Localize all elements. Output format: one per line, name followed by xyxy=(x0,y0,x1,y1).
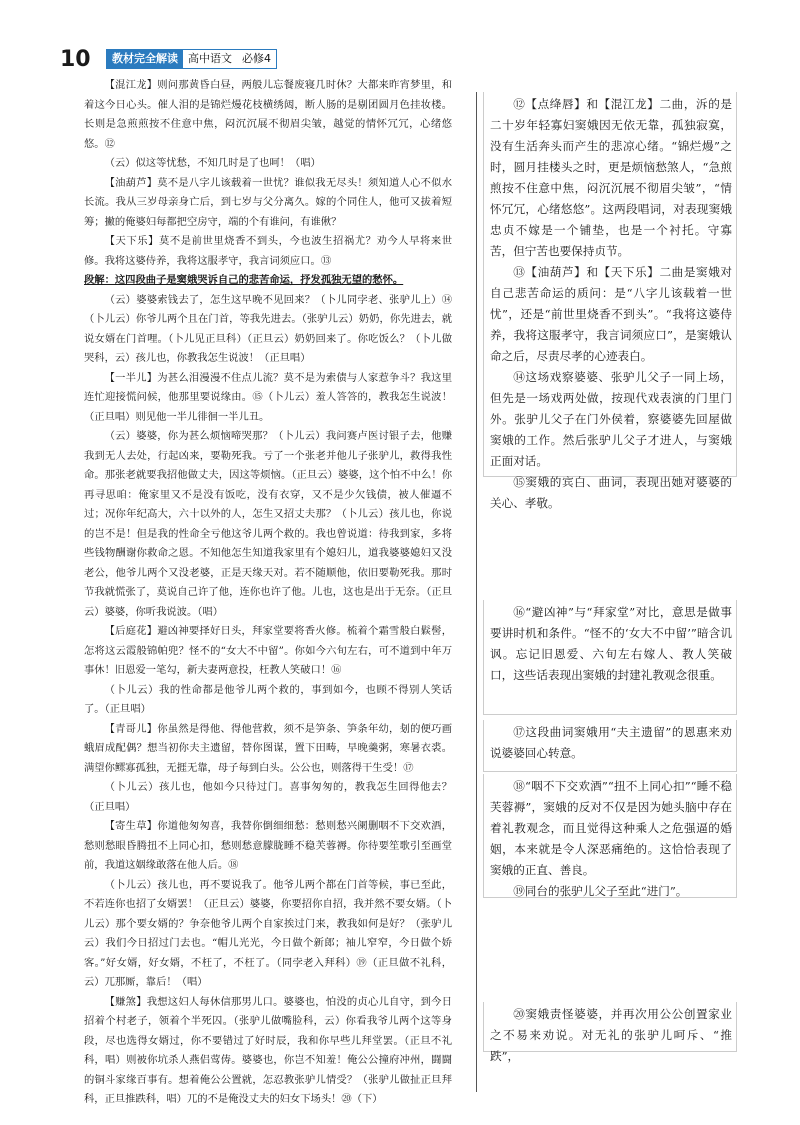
note-marker: ⑳ xyxy=(513,1007,526,1021)
note-item xyxy=(490,94,732,262)
note-item xyxy=(490,262,732,367)
note-marker: ⑬ xyxy=(513,265,526,279)
text-paragraph: （云）婆婆，你为甚么烦恼啼哭那？（卜儿云）我问赛卢医讨银子去，他赚我到无人去处，行起凶来，要勒死我。亏了一个张老并他儿子张驴儿，救得我性命。那张老就要我招他做丈夫，因这等烦恼。（正旦云）婆婆，这个怕不中么！你再寻思咱：俺家里又不是没有饭吃，没有衣穿，又不是少欠钱债，被人催逼不过；况你年纪高大，六十以外的人，怎生又招丈夫那？（卜儿云）孩儿也，你说的岂不是！但是我的性命全亏他这爷儿两个救的。我也曾说道：待我到家，多将些钱物酬谢你救命之恩。不知他怎生知道我家里有个媳妇儿，道我婆婆媳妇又没老公，他爷儿两个又没老婆，正是天缘天对。若不随顺他，依旧要勒死我。那时节我就慌张了，莫说自己许了他，连你也许了他。儿也，这也是出于无奈。（正旦云）婆婆，你听我说波。（唱） xyxy=(84,430,452,618)
text-paragraph: （卜儿云）我的性命都是他爷儿两个救的，事到如今，也顾不得别人笑话了。（正旦唱） xyxy=(84,683,452,715)
course-label: 高中语文 xyxy=(188,52,232,65)
note-box xyxy=(483,720,737,772)
note-marker: ⑱ xyxy=(513,779,525,793)
text-paragraph: 【寄生草】你道他匆匆喜，我替你倒细细愁：愁则愁兴阑删咽不下交欢酒，愁则愁眼昏腾扭不上同心扣，愁则愁意朦胧睡不稳芙蓉褥。你待要笙歌引至画堂前，我道这姻缘敢落在他人后。⑱ xyxy=(84,820,452,871)
note-item xyxy=(490,602,732,686)
note-marker: ⑰ xyxy=(513,725,526,739)
text-paragraph: （云）婆婆索钱去了，怎生这早晚不见回来？（卜儿同孛老、张驴儿上）⑭（卜儿云）你爷儿两个且在门首，等我先进去。（张驴儿云）奶奶，你先进去，就说女婿在门首哩。（卜儿见正旦科）（正旦云）奶奶回来了。你吃饭么？（卜儿做哭科，云）孩儿也，你教我怎生说波！（正旦唱） xyxy=(84,293,452,364)
note-box xyxy=(483,1002,737,1063)
text-paragraph: 【一半儿】为甚么泪漫漫不住点儿流？莫不是为索债与人家惹争斗？我这里连忙迎接慌问候，他那里要说缘由。⑮（卜儿云）羞人答答的，教我怎生说波！（正旦唱）则见他一半儿徘徊一半儿丑。 xyxy=(84,371,452,423)
main-text-column xyxy=(84,76,452,1116)
note-marker: ⑫ xyxy=(513,97,526,111)
note-text: 这场戏察婆婆、张驴儿父子一同上场，但先是一场戏两处做，按现代戏表演的门里门外。张驴儿父子在门外侯着，察婆婆先回屋做窦娥的工作。然后张驴儿父子才进人，与窦娥正面对话。 xyxy=(490,370,732,468)
text-paragraph: 【后庭花】避凶神要择好日头，拜家堂要将香火修。梳着个霜雪般白鬏髻，怎将这云霞般锦帕兜？怪不的“女大不中留”。你如今六旬左右，可不道到中年万事休！旧恩爱一笔勾，新夫妻两意投，枉教人笑破口！⑯ xyxy=(84,625,452,676)
text-paragraph: 【混江龙】则问那黄昏白昼，两般儿忘餐废寝几时休？大都来昨宵梦里，和着这今日心头。催人泪的是锦烂熳花枝横绣闼，断人肠的是剔团圆月色挂妆楼。长则是急煎煎按不住意中焦，闷沉沉展不彻眉尖皱，越觉的情怀冗冗，心绪悠悠。⑫ xyxy=(84,79,452,150)
note-marker: ⑲ xyxy=(513,884,525,898)
page-header xyxy=(60,48,277,70)
note-marker: ⑯ xyxy=(513,605,526,619)
section-analysis: 段解：这四段曲子是窦娥哭诉自己的悲苦命运，抒发孤独无望的愁怀。 xyxy=(84,274,404,286)
note-box xyxy=(483,92,737,510)
text-paragraph: （卜儿云）孩儿也，他如今只待过门。喜事匆匆的，教我怎生回得他去？（正旦唱） xyxy=(84,781,452,813)
volume-label: 必修4 xyxy=(242,52,271,65)
text-paragraph: 【青哥儿】你虽然是得他、得他营救，须不是笋条、笋条年幼，刬的便巧画蛾眉成配偶？想当初你夫主遗留，替你图谋，置下田畴，早晚羹粥，寒暑衣裘。满望你鳏寡孤独，无捱无靠，母子每到白头。公公也，则落得干生受！⑰ xyxy=(84,722,452,774)
book-tag xyxy=(106,49,277,69)
note-item xyxy=(490,722,732,764)
note-item xyxy=(490,367,732,472)
note-item xyxy=(490,776,732,881)
text-paragraph: （卜儿云）孩儿也，再不要说我了。他爷儿两个都在门首等候，事已至此，不若连你也招了女婿罢！（正旦云）婆婆，你要招你自招，我并然不要女婿。（卜儿云）那个要女婿的？争奈他爷儿两个自家挨过门来，教我如何是好？（张驴儿云）我们今日招过门去也。“帽儿光光，今日做个新郎；袖儿窄窄，今日做个娇客。”好女婿，好女婿，不枉了，不枉了。（同孛老入拜科）⑲（正旦做不礼科，云）兀那厮，靠后！（唱） xyxy=(84,878,452,988)
note-box xyxy=(483,774,737,898)
annotation-column xyxy=(476,92,741,1092)
note-text: 同台的张驴儿父子至此“进门”。 xyxy=(524,884,688,898)
note-text: 窦娥的宾白、曲词，表现出她对婆婆的关心、孝敬。 xyxy=(490,475,732,510)
note-text: “避凶神”与“拜家堂”对比，意思是做事要讲时机和条件。“怪不的‘女大不中留’”暗含讥讽。忘记旧恩爱、六旬左右嫁人、教人笑破口，这些话表现出窦娥的封建礼教观念很重。 xyxy=(490,605,732,682)
note-text: 【点绛唇】和【混江龙】二曲，泝的是二十岁年轻寡妇窦娥因无依无靠，孤独寂寞，没有生活奔头而产生的悲凉心绪。“锦烂熳”之时，圆月挂楼头之时，更是烦恼愁煞人，“急煎煎按不住意中焦，闷沉沉展不彻眉尖皱”，“情怀冗冗，心绪悠悠”。这两段唱词，对表现窦娥忠贞不嫁是一个铺垫，也是一个衬托。守寡苦，但宁苦也要保持贞节。 xyxy=(490,97,732,258)
note-text: 窦娥责怪婆婆，并再次用公公创置家业之不易来劝说。对无礼的张驴儿呵斥、“推跌”， xyxy=(490,1007,732,1063)
text-paragraph: 【赚煞】我想这妇人每休信那男儿口。婆婆也，怕没的贞心儿自守，到今日招着个村老子，领着个半死囚。（张驴儿做嘴脸科，云）你看我爷儿两个这等身段，尽也选得女婿过，你不要错过了好时辰，我和你早些儿拜堂罢。（正旦不礼科，唱）则被你坑杀人燕侣莺俦。婆婆也，你岂不知羞！俺公公撞府冲州，闘闘的铜斗家缘百事有。想着俺公公置就，怎忍教张驴儿情受？（张驴儿做扯正旦拜科，正旦推跌科，唱）兀的不是俺没丈夫的妇女下场头！⑳（下） xyxy=(84,995,452,1105)
text-paragraph: 【天下乐】莫不是前世里烧香不到头，今也波生招祸尤？劝今人早将来世修。我将这婆侍养，我将这服孝守，我言词须应口。⑬ xyxy=(84,235,452,267)
text-paragraph: （云）似这等忧愁，不知几时是了也呵！（唱） xyxy=(104,157,321,169)
note-marker: ⑭ xyxy=(513,370,526,384)
note-text: 这段曲词窦娥用“夫主遗留”的恩惠来劝说婆婆回心转意。 xyxy=(490,725,732,760)
page-number: 10 xyxy=(60,46,91,72)
note-item xyxy=(490,1004,732,1067)
note-marker: ⑮ xyxy=(513,475,526,489)
note-text: 【油葫芦】和【天下乐】二曲是窦娥对自己悲苦命运的质问：是“八字儿该载着一世忧”，还是“前世里烧香不到头”。“我将这婆侍养，我将这服孝守，我言词须应口”，是窦娥认命之后，尽责尽孝的心迹表白。 xyxy=(490,265,732,363)
series-label: 教材完全解读 xyxy=(107,50,183,68)
text-paragraph: 【油葫芦】莫不是八字儿该载着一世忧？谁似我无尽头！须知道人心不似水长流。我从三岁母亲身亡后，到七岁与父分离久。嫁的个同住人，他可又拔着短筹；撇的俺婆妇每都把空房守，端的个有谁问，有谁偢？ xyxy=(84,176,452,228)
note-text: “咽不下交欢酒”“扭不上同心扣”“睡不稳芙蓉褥”，窦娥的反对不仅是因为她头脑中存在着礼教观念，而且觉得这种乘人之危强逼的婚姻，本来就是令人深恶痛绝的。这恰恰表现了窦娥的正直、善良。 xyxy=(490,779,732,877)
note-item xyxy=(490,472,732,514)
note-box xyxy=(483,600,737,715)
note-item xyxy=(490,881,732,902)
